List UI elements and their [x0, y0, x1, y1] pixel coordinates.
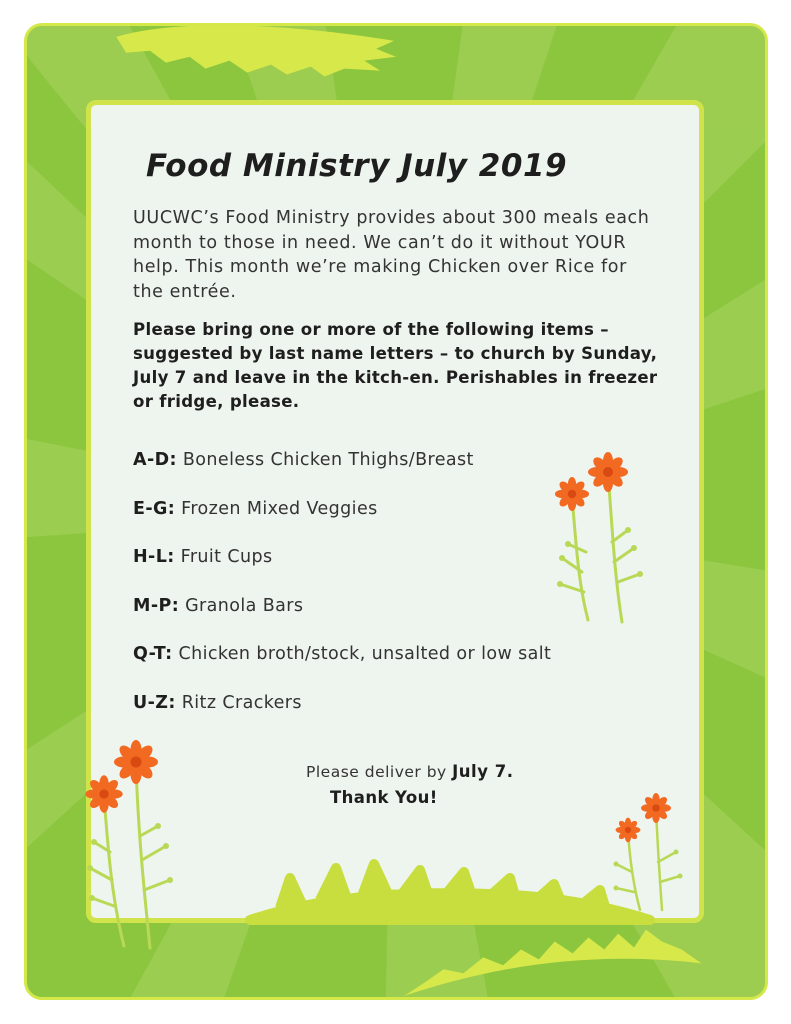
page-title: Food Ministry July 2019: [146, 148, 568, 184]
flower-icon: [114, 740, 158, 784]
item-name: Fruit Cups: [180, 547, 273, 567]
name-range: M-P:: [133, 595, 180, 616]
deliver-prefix: Please deliver by: [306, 763, 447, 781]
list-item: [133, 644, 551, 693]
item-name: Boneless Chicken Thighs/Breast: [182, 450, 474, 470]
flower-icon: [588, 452, 628, 492]
intro-paragraph: UUCWC’s Food Ministry provides about 300 meals each month to those in need. We can’t do it without YOUR help. This month we’re making Chicken over Rice for the entrée.: [133, 208, 650, 302]
item-name: Chicken broth/stock, unsalted or low salt: [178, 644, 552, 664]
item-name: Frozen Mixed Veggies: [181, 498, 378, 519]
name-range: A-D:: [133, 450, 177, 470]
name-range: U-Z:: [133, 692, 176, 713]
instructions-paragraph: Please bring one or more of the following items – suggested by last name letters – to church by Sunday, July 7 and leave in the kitch-en. Perishables in freezer or fridge, please.: [133, 320, 658, 411]
item-name: Ritz Crackers: [181, 692, 302, 713]
name-range: H-L:: [133, 547, 175, 567]
leaf-frond-top: [116, 26, 396, 77]
list-item: [133, 596, 551, 645]
deliver-date: July 7.: [452, 762, 514, 781]
flower-cluster-right: [548, 452, 658, 624]
flower-icon: [85, 775, 122, 812]
flower-cluster-bottom-right: [610, 792, 690, 912]
list-item: [133, 693, 551, 742]
item-name: Granola Bars: [185, 595, 304, 616]
flower-icon: [616, 818, 641, 843]
leaf-frond-panel: [250, 860, 650, 920]
item-list: [133, 450, 551, 741]
list-item: [133, 547, 551, 596]
flower-cluster-left: [82, 740, 182, 950]
thank-you: Thank You!: [330, 788, 438, 807]
name-range: E-G:: [133, 498, 176, 519]
deliver-note: [306, 762, 513, 781]
flower-icon: [555, 477, 589, 511]
list-item: [133, 499, 551, 548]
name-range: Q-T:: [133, 644, 173, 664]
list-item: [133, 450, 551, 499]
flower-icon: [641, 793, 671, 823]
